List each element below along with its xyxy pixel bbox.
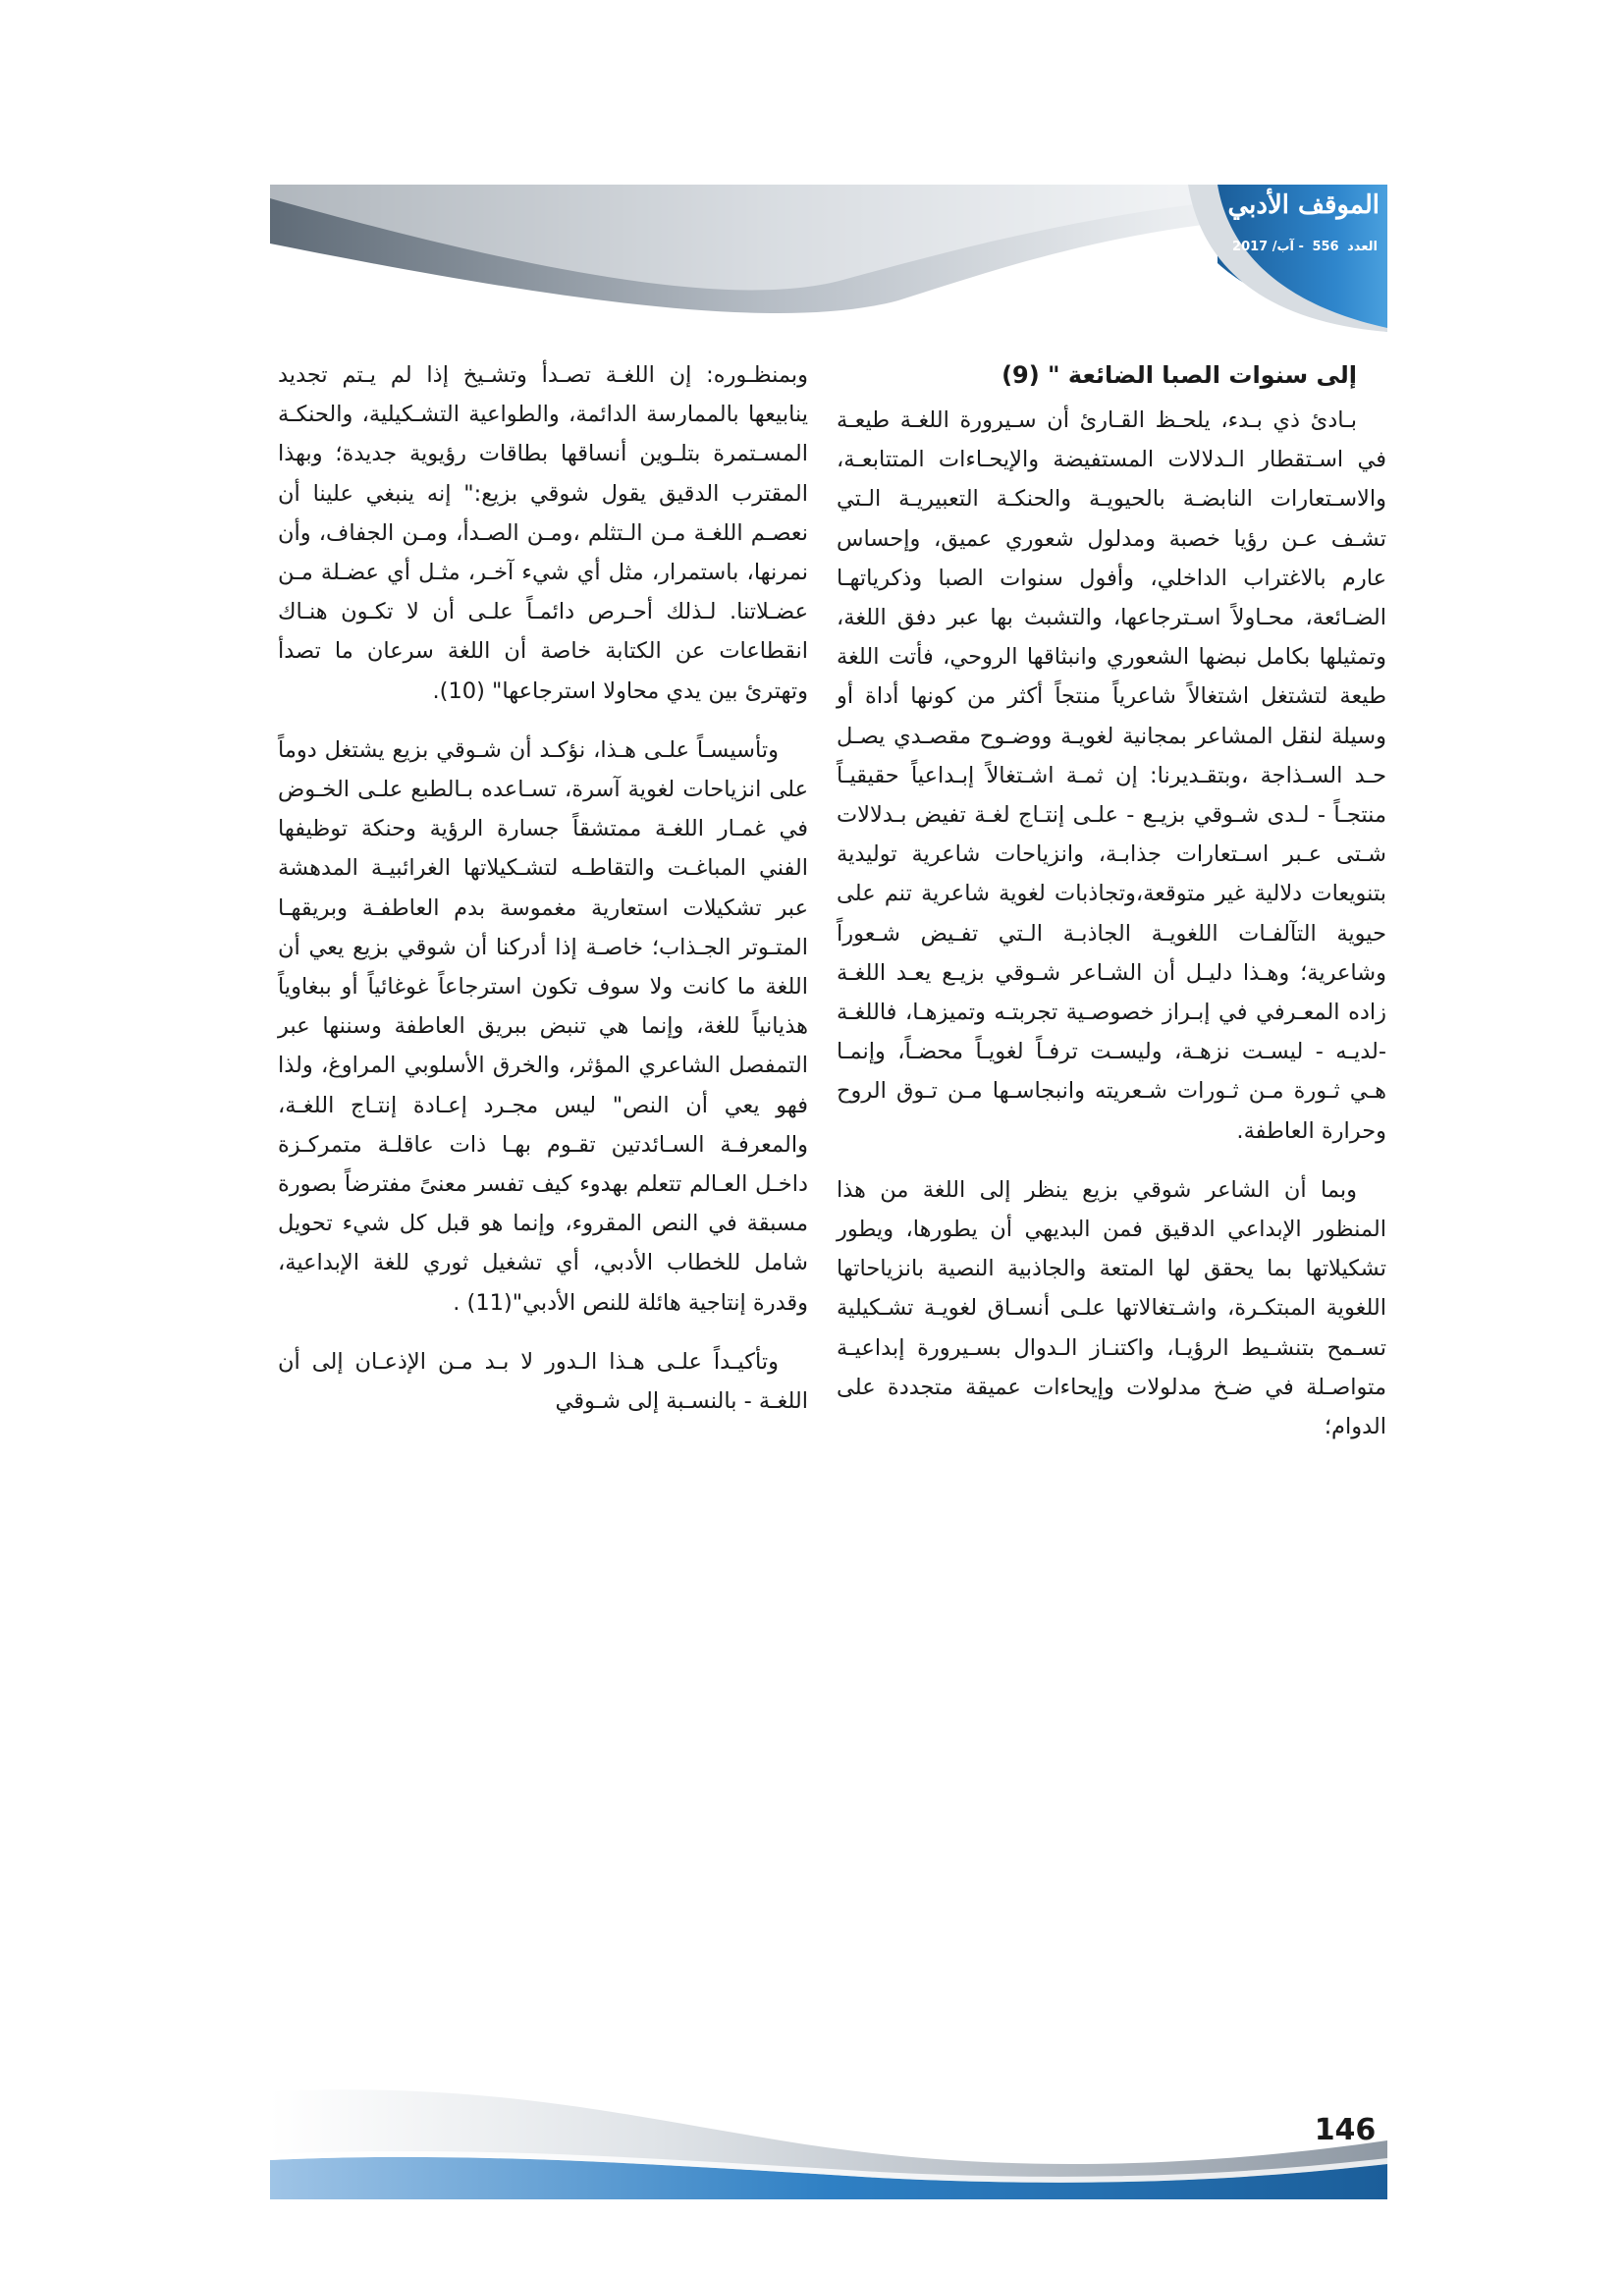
footer-band	[270, 2082, 1387, 2199]
issue-line	[1228, 240, 1378, 254]
page-number: 146	[1314, 2113, 1377, 2147]
magazine-logo: الموقف الأدبي	[1227, 190, 1380, 220]
paragraph: وتأسيسـاً علـى هـذا، نؤكـد أن شـوقي بزيع يشتغل دوماً على انزياحات لغوية آسرة، تسـاعده بـالطبع علـى الخـوض في غمـار اللغـة ممتشقاً جسارة الرؤية وحنكة توظيفها الفني المباغـت والتقاطـه لتشـكيلاتها الغرائبيـة المدهشة عبر تشكيلات استعارية مغموسة بدم العاطفـة وبريقهـا المتـوتر الجـذاب؛ خاصـة إذا أدركنا أن شوقي بزيع يعي أن اللغة ما كانت ولا سوف تكون استرجاعاً غوغائياً أو ببغاوياً هذيانياً للغة، وإنما هي تنبض ببريق العاطفة وسننها عبر التمفصل الشاعري المؤثر، والخرق الأسلوبي المراوغ، ولذا فهو يعي أن النص" ليس مجـرد إعـادة إنتـاج اللغـة، والمعرفـة السـائدتين تقـوم بهـا ذات عاقلـة متمركـزة داخـل العـالم تتعلم بهدوء كيف تفسر معنىً مفترضاً بصورة مسبقة في النص المقروء، وإنما هو قبل كل شيء تحويل شامل للخطاب الأدبي، أي تشغيل ثوري للغة الإبداعية، وقدرة إنتاجية هائلة للنص الأدبي"(11) .	[278, 736, 808, 1316]
issue-date: - آب/ 2017	[1232, 240, 1304, 254]
paragraph: وبمنظـوره: إن اللغـة تصـدأ وتشـيخ إذا لم يـتم تجديد ينابيعها بالممارسة الدائمة، والطواعية التشـكيلية، والحنكـة المسـتمرة بتلـوين أنساقها بطاقات رؤيوية جديدة؛ وبهذا المقترب الدقيق يقول شوقي بزيع:" إنه ينبغي علينا أن نعصـم اللغـة مـن الـتثلم ،ومـن الصـدأ، ومـن الجفاف، وأن نمرنها، باستمرار، مثل أي شيء آخـر، مثـل أي عضـلة مـن عضـلاتنا. لـذلك أحـرص دائمـاً علـى أن لا تكـون هنـاك انقطاعات عن الكتابة خاصة أن اللغة سرعان ما تصدأ وتهترئ بين يدي محاولا استرجاعها" (10).	[278, 362, 808, 704]
paragraph: وتأكيـداً علـى هـذا الـدور لا بـد مـن الإذعـان إلى أن اللغـة - بالنسـبة إلى شـوقي	[278, 1348, 808, 1415]
issue-label: العدد	[1347, 240, 1378, 254]
paragraph: بـادئ ذي بـدء، يلحـظ القـارئ أن سـيرورة اللغـة طيعـة في اسـتقطار الـدلالات المستفيضة والإيحـاءات المتتابعـة، والاسـتعارات النابضـة بالحيويـة والحنكـة التعبيريـة الـتي تشـف عـن رؤيا خصبة ومدلول شعوري عميق، وإحساس عارم بالاغتراب الداخلي، وأفول سنوات الصبا وذكرياتهـا الضـائعة، محـاولاً اسـترجاعها، والتشبث بها عبر دفق اللغة، وتمثيلها بكامل نبضها الشعوري وانبثاقها الروحي، فأتت اللغة طيعة لتشتغل اشتغالاً شاعرياً منتجاً أكثر من كونها أداة أو وسيلة لنقل المشاعر بمجانية لغويـة ووضـوح مقصـدي يصـل حـد السـذاجة ،وبتقـديرنا: إن ثمـة اشـتغالاً إبـداعياً حقيقيـاً منتجـاً - لـدى شـوقي بزيـع - علـى إنتـاج لغـة تفيض بـدلالات شـتى عـبر اسـتعارات جذابـة، وانزياحات شاعرية توليدية بتنويعات دلالية غير متوقعة،وتجاذبات لغوية شاعرية تنم على حيوية التآلفـات اللغويـة الجاذبـة الـتي تفـيض شـعوراً وشاعرية؛ وهـذا دليـل أن الشـاعر شـوقي بزيـع يعـد اللغـة زاده المعـرفي في إبـراز خصوصـية تجربتـه وتميزهـا، فاللغـة -لديـه - ليسـت نزهـة، وليسـت ترفـاً لغويـاً محضـاً، وإنمـا هـي ثـورة مـن ثـورات شـعريته وانبجاسـها مـن تـوق الروح وحرارة العاطفة.	[837, 407, 1386, 1144]
issue-number: 556	[1312, 240, 1339, 254]
paragraph: وبما أن الشاعر شوقي بزيع ينظر إلى اللغة من هذا المنظور الإبداعي الدقيق فمن البديهي أن يطورها، ويطور تشكيلاتها بما يحقق لها المتعة والجاذبية النصية بانزياحاتها اللغوية المبتكـرة، واشـتغالاتها علـى أنسـاق لغويـة تشـكيلية تسـمح بتنشـيط الرؤيـا، واكتنـاز الـدوال بسـيرورة إبداعيـة متواصـلة في ضـخ مدلولات وإيحاءات عميقة متجددة على الدوام؛	[837, 1176, 1386, 1440]
footer-swoosh-graphic	[270, 2082, 1387, 2199]
article-column-right	[837, 355, 1386, 1466]
section-heading: إلى سنوات الصبا الضائعة " (9)	[1001, 361, 1357, 389]
masthead	[1218, 189, 1387, 271]
article-column-left	[278, 355, 808, 1440]
